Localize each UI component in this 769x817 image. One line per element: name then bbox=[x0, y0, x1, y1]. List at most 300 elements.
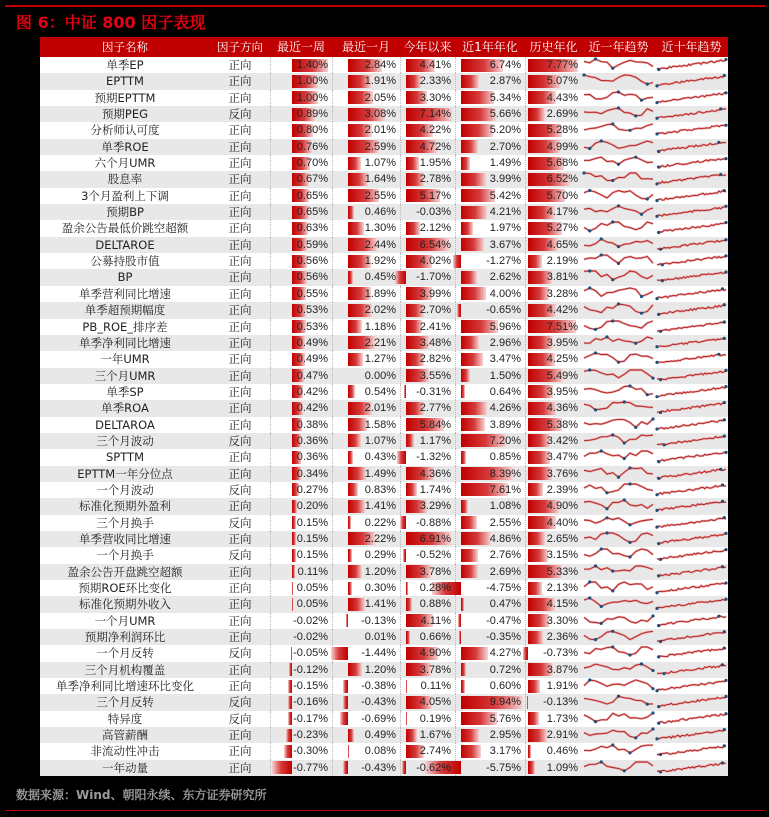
cell-value: 4.05% bbox=[419, 696, 451, 709]
cell-month bbox=[332, 449, 400, 465]
trend-1y bbox=[582, 596, 655, 612]
value-bar bbox=[406, 434, 414, 447]
factor-name: 单季营收同比增速 bbox=[79, 531, 171, 546]
cell-ytd bbox=[400, 220, 455, 236]
factor-direction: 正向 bbox=[228, 760, 252, 775]
value-bar bbox=[406, 712, 407, 725]
value-bar bbox=[528, 712, 539, 725]
cell-1y-annualized bbox=[455, 319, 525, 335]
sparkline-icon bbox=[582, 188, 655, 204]
sparkline-icon bbox=[655, 351, 728, 367]
cell-month bbox=[332, 760, 400, 776]
cell-value: 0.11% bbox=[420, 680, 451, 693]
trend-1y bbox=[582, 384, 655, 400]
cell-hist-annualized bbox=[525, 155, 582, 171]
cell-value: 0.22% bbox=[364, 516, 396, 529]
cell-value: 1.20% bbox=[364, 565, 396, 578]
sparkline-icon bbox=[582, 139, 655, 155]
cell-1y-annualized bbox=[455, 711, 525, 727]
cell-hist-annualized bbox=[525, 220, 582, 236]
trend-1y bbox=[582, 417, 655, 433]
factor-direction: 正向 bbox=[228, 156, 252, 171]
cell-value: 0.45% bbox=[364, 271, 396, 284]
cell-value: 2.91% bbox=[546, 729, 578, 742]
cell-ytd bbox=[400, 531, 455, 547]
cell-week bbox=[270, 384, 332, 400]
cell-value: 0.00% bbox=[364, 369, 396, 382]
cell-month bbox=[332, 57, 400, 73]
cell-value: 1.73% bbox=[546, 712, 578, 725]
cell-value: 5.17% bbox=[419, 189, 451, 202]
cell-month bbox=[332, 727, 400, 743]
cell-value: 2.19% bbox=[546, 255, 578, 268]
cell-value: 0.47% bbox=[296, 369, 328, 382]
cell-value: 1.49% bbox=[364, 467, 396, 480]
sparkline-icon bbox=[655, 760, 728, 776]
sparkline-icon bbox=[655, 449, 728, 465]
sparkline-icon bbox=[582, 466, 655, 482]
value-bar bbox=[459, 631, 461, 644]
factor-direction: 正向 bbox=[228, 613, 252, 628]
cell-value: 4.99% bbox=[546, 140, 578, 153]
sparkline-icon bbox=[655, 155, 728, 171]
cell-value: 1.95% bbox=[419, 157, 451, 170]
factor-direction: 正向 bbox=[228, 728, 252, 743]
factor-name: 盈余公告开盘跳空超额 bbox=[67, 564, 183, 579]
cell-value: 0.34% bbox=[296, 467, 328, 480]
table-row bbox=[40, 139, 728, 155]
cell-value: 0.88% bbox=[419, 598, 451, 611]
trend-10y bbox=[655, 531, 728, 547]
cell-value: -0.17% bbox=[293, 712, 328, 725]
sparkline-icon bbox=[655, 547, 728, 563]
factor-direction: 反向 bbox=[228, 107, 252, 122]
cell-hist-annualized bbox=[525, 171, 582, 187]
trend-1y bbox=[582, 515, 655, 531]
trend-10y bbox=[655, 188, 728, 204]
factor-direction: 反向 bbox=[228, 646, 252, 661]
value-bar bbox=[461, 451, 466, 464]
trend-10y bbox=[655, 694, 728, 710]
cell-hist-annualized bbox=[525, 57, 582, 73]
factor-direction: 正向 bbox=[228, 74, 252, 89]
sparkline-icon bbox=[655, 662, 728, 678]
factor-direction: 反向 bbox=[228, 711, 252, 726]
sparkline-icon bbox=[655, 482, 728, 498]
cell-hist-annualized bbox=[525, 711, 582, 727]
factor-direction: 正向 bbox=[228, 466, 252, 481]
trend-10y bbox=[655, 90, 728, 106]
value-bar bbox=[461, 647, 488, 660]
cell-hist-annualized bbox=[525, 122, 582, 138]
cell-month bbox=[332, 253, 400, 269]
cell-week bbox=[270, 351, 332, 367]
factor-name: 非流动性冲击 bbox=[90, 744, 160, 759]
cell-value: 5.28% bbox=[546, 124, 578, 137]
sparkline-icon bbox=[655, 596, 728, 612]
table-row bbox=[40, 678, 728, 694]
cell-value: 3.47% bbox=[546, 451, 578, 464]
value-bar bbox=[292, 631, 293, 644]
table-row bbox=[40, 694, 728, 710]
factor-direction: 正向 bbox=[228, 270, 252, 285]
cell-month bbox=[332, 286, 400, 302]
value-bar bbox=[348, 745, 349, 758]
cell-value: 7.77% bbox=[546, 59, 578, 71]
value-bar bbox=[292, 565, 295, 578]
cell-value: 0.65% bbox=[296, 189, 328, 202]
sparkline-icon bbox=[655, 237, 728, 253]
cell-value: 4.00% bbox=[489, 287, 521, 300]
value-bar bbox=[272, 761, 292, 774]
factor-name: 预期EPTTM bbox=[94, 90, 156, 105]
table-row bbox=[40, 580, 728, 596]
trend-10y bbox=[655, 220, 728, 236]
cell-value: -0.62% bbox=[416, 761, 451, 774]
table-row bbox=[40, 368, 728, 384]
value-bar bbox=[348, 582, 352, 595]
cell-1y-annualized bbox=[455, 629, 525, 645]
cell-value: 1.58% bbox=[364, 418, 396, 431]
factor-direction: 正向 bbox=[228, 417, 252, 432]
trend-1y bbox=[582, 171, 655, 187]
trend-1y bbox=[582, 57, 655, 73]
value-bar bbox=[528, 483, 543, 496]
cell-value: 0.67% bbox=[296, 173, 328, 186]
trend-10y bbox=[655, 743, 728, 759]
cell-value: -0.38% bbox=[361, 680, 396, 693]
cell-value: 2.70% bbox=[419, 304, 451, 317]
cell-hist-annualized bbox=[525, 547, 582, 563]
cell-value: 4.65% bbox=[546, 238, 578, 251]
cell-month bbox=[332, 155, 400, 171]
sparkline-icon bbox=[655, 711, 728, 727]
value-bar bbox=[406, 729, 417, 742]
cell-week bbox=[270, 220, 332, 236]
cell-value: 1.91% bbox=[364, 75, 396, 88]
trend-10y bbox=[655, 613, 728, 629]
cell-ytd bbox=[400, 596, 455, 612]
cell-week bbox=[270, 253, 332, 269]
cell-ytd bbox=[400, 743, 455, 759]
cell-month bbox=[332, 433, 400, 449]
factor-name: 标准化预期外盈利 bbox=[79, 499, 171, 514]
trend-1y bbox=[582, 662, 655, 678]
cell-ytd bbox=[400, 73, 455, 89]
table-row bbox=[40, 629, 728, 645]
cell-ytd bbox=[400, 122, 455, 138]
cell-value: 3.76% bbox=[546, 467, 578, 480]
trend-1y bbox=[582, 580, 655, 596]
factor-direction: 正向 bbox=[228, 531, 252, 546]
sparkline-icon bbox=[655, 727, 728, 743]
cell-hist-annualized bbox=[525, 629, 582, 645]
table-row bbox=[40, 400, 728, 416]
cell-week bbox=[270, 335, 332, 351]
table-row bbox=[40, 351, 728, 367]
cell-month bbox=[332, 711, 400, 727]
cell-ytd bbox=[400, 171, 455, 187]
sparkline-icon bbox=[655, 694, 728, 710]
sparkline-icon bbox=[655, 319, 728, 335]
cell-value: 2.84% bbox=[364, 59, 396, 71]
cell-value: 0.30% bbox=[364, 582, 396, 594]
cell-ytd bbox=[400, 645, 455, 661]
cell-value: 4.11% bbox=[420, 614, 451, 627]
factor-direction: 正向 bbox=[228, 90, 252, 105]
value-bar bbox=[461, 680, 465, 693]
cell-value: 6.54% bbox=[419, 238, 451, 251]
sparkline-icon bbox=[655, 253, 728, 269]
cell-value: 2.74% bbox=[419, 745, 451, 758]
cell-value: 2.65% bbox=[546, 532, 578, 545]
value-bar bbox=[348, 353, 363, 366]
cell-ytd bbox=[400, 466, 455, 482]
cell-value: 2.87% bbox=[489, 75, 521, 88]
factor-name: EPTTM一年分位点 bbox=[77, 466, 173, 481]
factor-name: 单季净利同比增速 bbox=[79, 335, 171, 350]
cell-value: 0.01% bbox=[364, 631, 396, 644]
value-bar bbox=[348, 500, 365, 513]
cell-ytd bbox=[400, 269, 455, 285]
cell-month bbox=[332, 580, 400, 596]
cell-value: 0.36% bbox=[296, 434, 328, 447]
factor-direction: 正向 bbox=[228, 679, 252, 694]
cell-1y-annualized bbox=[455, 237, 525, 253]
value-bar bbox=[343, 761, 348, 774]
cell-value: 4.42% bbox=[546, 304, 578, 317]
sparkline-icon bbox=[582, 498, 655, 514]
header-1y-annualized: 近1年年化 bbox=[462, 40, 518, 54]
sparkline-icon bbox=[582, 417, 655, 433]
cell-value: 1.20% bbox=[364, 663, 396, 676]
cell-value: 0.46% bbox=[364, 206, 396, 219]
cell-value: 2.39% bbox=[546, 483, 578, 496]
factor-direction: 正向 bbox=[228, 221, 252, 236]
cell-ytd bbox=[400, 351, 455, 367]
cell-value: -0.47% bbox=[486, 614, 521, 627]
value-bar bbox=[457, 304, 461, 317]
cell-value: 0.54% bbox=[364, 385, 396, 398]
cell-1y-annualized bbox=[455, 139, 525, 155]
cell-value: 0.11% bbox=[297, 565, 328, 578]
cell-value: -0.13% bbox=[361, 614, 396, 627]
factor-name: 单季营利同比增速 bbox=[79, 286, 171, 301]
cell-week bbox=[270, 645, 332, 661]
cell-month bbox=[332, 400, 400, 416]
trend-1y bbox=[582, 73, 655, 89]
sparkline-icon bbox=[655, 368, 728, 384]
cell-value: 5.34% bbox=[489, 91, 521, 104]
cell-value: 0.15% bbox=[296, 532, 328, 545]
trend-1y bbox=[582, 204, 655, 220]
cell-value: 4.72% bbox=[419, 140, 451, 153]
factor-name: DELTAROA bbox=[95, 417, 155, 432]
cell-hist-annualized bbox=[525, 645, 582, 661]
header-direction: 因子方向 bbox=[217, 40, 263, 54]
sparkline-icon bbox=[582, 727, 655, 743]
cell-ytd bbox=[400, 449, 455, 465]
cell-value: 5.20% bbox=[489, 124, 521, 137]
value-bar bbox=[292, 598, 293, 611]
sparkline-icon bbox=[582, 269, 655, 285]
cell-hist-annualized bbox=[525, 188, 582, 204]
sparkline-icon bbox=[655, 171, 728, 187]
cell-value: 1.41% bbox=[364, 500, 396, 513]
cell-value: -0.15% bbox=[293, 680, 328, 693]
value-bar bbox=[406, 680, 407, 693]
cell-value: 1.91% bbox=[546, 680, 578, 693]
cell-ytd bbox=[400, 188, 455, 204]
value-bar bbox=[461, 598, 464, 611]
value-bar bbox=[461, 140, 478, 153]
value-bar bbox=[406, 582, 408, 595]
cell-value: 1.67% bbox=[419, 729, 451, 742]
sparkline-icon bbox=[655, 122, 728, 138]
cell-value: 2.70% bbox=[489, 140, 521, 153]
cell-value: 0.60% bbox=[489, 680, 521, 693]
trend-10y bbox=[655, 433, 728, 449]
cell-value: 4.22% bbox=[419, 124, 451, 137]
cell-ytd bbox=[400, 662, 455, 678]
cell-ytd bbox=[400, 515, 455, 531]
cell-value: 5.27% bbox=[546, 222, 578, 235]
cell-value: 1.07% bbox=[364, 434, 396, 447]
cell-value: 0.89% bbox=[296, 108, 328, 121]
cell-value: 4.21% bbox=[489, 206, 521, 219]
cell-week bbox=[270, 269, 332, 285]
cell-1y-annualized bbox=[455, 220, 525, 236]
cell-value: 4.26% bbox=[489, 402, 521, 415]
sparkline-icon bbox=[582, 106, 655, 122]
cell-ytd bbox=[400, 727, 455, 743]
value-bar bbox=[348, 222, 364, 235]
cell-value: 3.81% bbox=[546, 271, 578, 284]
table-row bbox=[40, 171, 728, 187]
cell-1y-annualized bbox=[455, 645, 525, 661]
factor-name: 公募持股市值 bbox=[90, 254, 160, 269]
cell-1y-annualized bbox=[455, 368, 525, 384]
value-bar bbox=[400, 516, 406, 529]
cell-week bbox=[270, 155, 332, 171]
cell-week bbox=[270, 171, 332, 187]
header-week: 最近一周 bbox=[276, 40, 325, 54]
sparkline-icon bbox=[655, 106, 728, 122]
cell-1y-annualized bbox=[455, 547, 525, 563]
cell-hist-annualized bbox=[525, 90, 582, 106]
cell-week bbox=[270, 564, 332, 580]
cell-week bbox=[270, 596, 332, 612]
value-bar bbox=[461, 418, 485, 431]
cell-value: 2.76% bbox=[489, 549, 521, 562]
sparkline-icon bbox=[582, 204, 655, 220]
cell-week bbox=[270, 580, 332, 596]
trend-1y bbox=[582, 694, 655, 710]
header-factor-name: 因子名称 bbox=[102, 40, 148, 54]
cell-week bbox=[270, 727, 332, 743]
factor-name: 一年UMR bbox=[100, 352, 150, 367]
cell-value: 4.36% bbox=[419, 467, 451, 480]
sparkline-icon bbox=[655, 515, 728, 531]
cell-1y-annualized bbox=[455, 90, 525, 106]
value-bar bbox=[348, 467, 366, 480]
cell-ytd bbox=[400, 253, 455, 269]
value-bar bbox=[406, 483, 417, 496]
cell-value: 4.36% bbox=[546, 402, 578, 415]
cell-value: 0.55% bbox=[296, 287, 328, 300]
cell-value: 0.49% bbox=[296, 336, 328, 349]
cell-ytd bbox=[400, 678, 455, 694]
cell-value: 3.30% bbox=[419, 91, 451, 104]
trend-10y bbox=[655, 253, 728, 269]
cell-hist-annualized bbox=[525, 678, 582, 694]
cell-hist-annualized bbox=[525, 368, 582, 384]
cell-value: -5.75% bbox=[486, 761, 521, 774]
cell-1y-annualized bbox=[455, 727, 525, 743]
factor-direction: 正向 bbox=[228, 597, 252, 612]
table-row bbox=[40, 335, 728, 351]
table-row bbox=[40, 645, 728, 661]
cell-1y-annualized bbox=[455, 57, 525, 73]
cell-value: 5.76% bbox=[489, 712, 521, 725]
value-bar bbox=[461, 500, 468, 513]
value-bar bbox=[348, 157, 361, 170]
factor-direction: 正向 bbox=[228, 319, 252, 334]
cell-value: -0.73% bbox=[543, 647, 578, 660]
value-bar bbox=[528, 255, 542, 268]
trend-10y bbox=[655, 596, 728, 612]
factor-direction: 反向 bbox=[228, 433, 252, 448]
cell-value: -0.13% bbox=[543, 696, 578, 709]
trend-1y bbox=[582, 564, 655, 580]
factor-direction: 正向 bbox=[228, 368, 252, 383]
sparkline-icon bbox=[655, 678, 728, 694]
cell-value: 2.12% bbox=[419, 222, 451, 235]
cell-value: 5.49% bbox=[546, 369, 578, 382]
sparkline-icon bbox=[582, 596, 655, 612]
cell-1y-annualized bbox=[455, 188, 525, 204]
sparkline-icon bbox=[655, 335, 728, 351]
cell-month bbox=[332, 73, 400, 89]
value-bar bbox=[458, 614, 461, 627]
value-bar bbox=[528, 532, 545, 545]
factor-direction: 正向 bbox=[228, 237, 252, 252]
data-source: 数据来源：Wind、朝阳永续、东方证券研究所 bbox=[16, 788, 267, 802]
cell-value: 0.49% bbox=[296, 353, 328, 366]
cell-month bbox=[332, 645, 400, 661]
header-ytd: 今年以来 bbox=[403, 40, 452, 54]
cell-value: 1.09% bbox=[546, 761, 578, 774]
cell-1y-annualized bbox=[455, 73, 525, 89]
sparkline-icon bbox=[582, 613, 655, 629]
cell-hist-annualized bbox=[525, 269, 582, 285]
cell-value: 6.91% bbox=[419, 532, 451, 545]
trend-1y bbox=[582, 269, 655, 285]
trend-10y bbox=[655, 417, 728, 433]
cell-value: -0.12% bbox=[293, 663, 328, 676]
value-bar bbox=[406, 631, 410, 644]
factor-direction: 反向 bbox=[228, 548, 252, 563]
cell-value: 1.92% bbox=[364, 255, 396, 268]
table-row bbox=[40, 531, 728, 547]
cell-1y-annualized bbox=[455, 662, 525, 678]
factor-name: 三个月反转 bbox=[96, 695, 154, 710]
value-bar bbox=[461, 729, 479, 742]
value-bar bbox=[461, 532, 491, 545]
factor-name: 三个月波动 bbox=[96, 433, 154, 448]
value-bar bbox=[461, 75, 479, 88]
cell-hist-annualized bbox=[525, 319, 582, 335]
